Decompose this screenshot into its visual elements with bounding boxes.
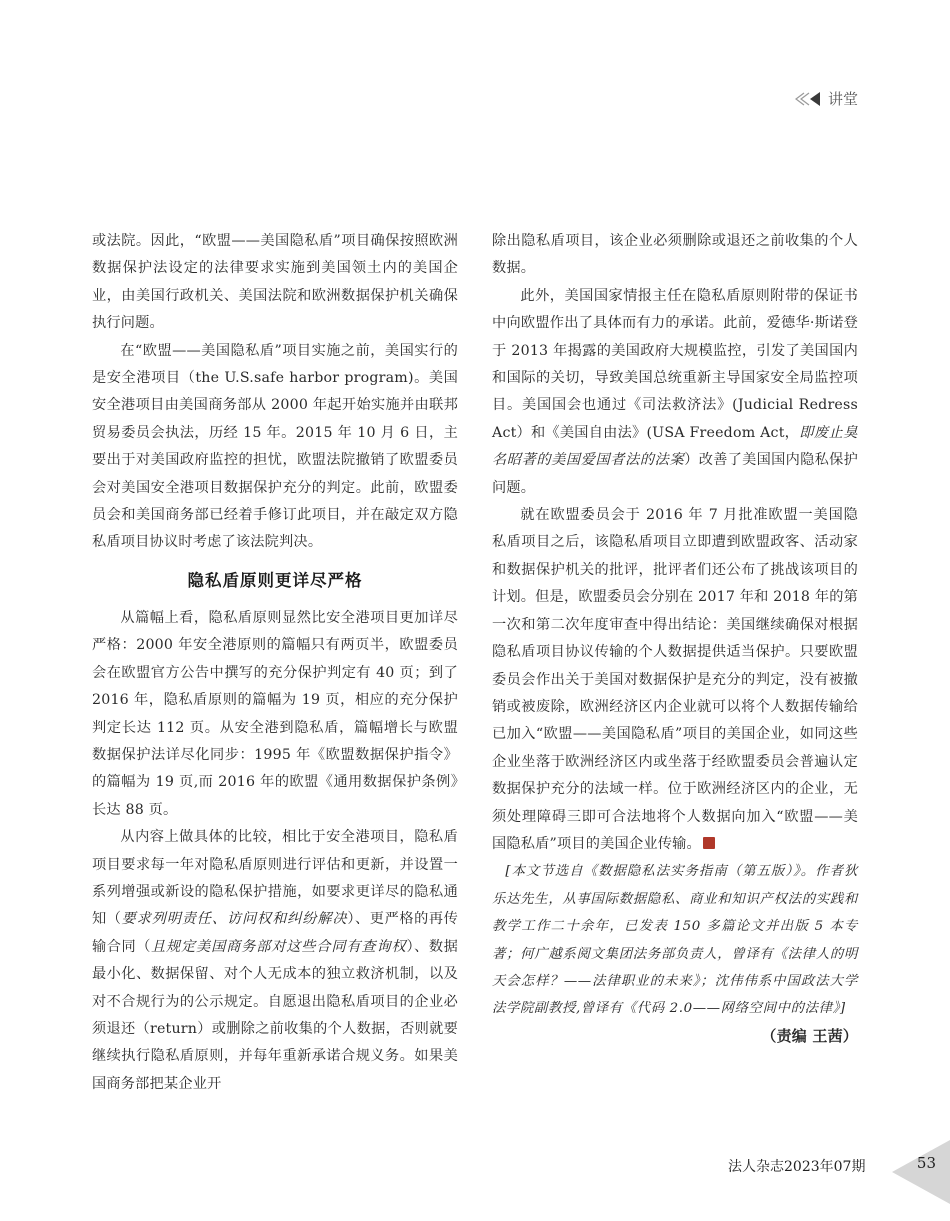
paragraph: 除出隐私盾项目，该企业必须删除或退还之前收集的个人数据。	[492, 233, 858, 277]
section-heading: 隐私盾原则更详尽严格	[187, 570, 363, 590]
journal-issue: 法人杂志2023年07期	[728, 1159, 866, 1175]
section-header	[792, 88, 858, 109]
left-column	[92, 228, 458, 1098]
paragraph: 此外，美国国家情报主任在隐私盾原则附带的保证书中向欧盟作出了具体而有力的承诺。此前，爱德华·斯诺登于 2013 年揭露的美国政府大规模监控，引发了美国国内和国际的关切，导致美国总统重新主导国家安全局监控项目。美国国会也通过《司法救济法》(Judicial Redress Act）和《美国自由法》(USA Freedom Act，即废止臭名昭著的美国爱国者法的法案）改善了美国国内隐私保护问题。	[492, 287, 858, 496]
paragraph: 从篇幅上看，隐私盾原则显然比安全港项目更加详尽严格：2000 年安全港原则的篇幅只有两页半，欧盟委员会在欧盟官方公告中撰写的充分保护判定有 40 页；到了 2016 年，隐私盾原则的篇幅为 19 页，相应的充分保护判定长达 112 页。从安全港到隐私盾，篇幅增长与欧盟数据保护法详尽化同步：1995 年《欧盟数据保护指令》的篇幅为 19 页,而 2016 年的欧盟《通用数据保护条例》长达 88 页。	[92, 609, 458, 818]
emphasis-text: 要求列明责任、访问权和纠纷解决	[121, 911, 348, 928]
section-label: 讲堂	[827, 90, 858, 108]
page-corner-triangle	[892, 1140, 950, 1204]
paragraph: 就在欧盟委员会于 2016 年 7 月批准欧盟一美国隐私盾项目之后，该隐私盾项目立即遭到欧盟政客、活动家和数据保护机关的批评，批评者们还公布了挑战该项目的计划。但是，欧盟委员会分别在 2017 年和 2018 年的第一次和第二次年度审查中得出结论：美国继续确保对根据隐私盾项目协议传输的个人数据提供适当保护。只要欧盟委员会作出关于美国对数据保护是充分的判定，没有被撤销或被废除，欧洲经济区内企业就可以将个人数据传输给已加入“欧盟——美国隐私盾”项目的美国企业，如同这些企业坐落于欧洲经济区内或坐落于经欧盟委员会普遍认定数据保护充分的法域一样。位于欧洲经济区内的企业，无须处理障碍三即可合法地将个人数据向加入“欧盟——美国隐私盾”项目的美国企业传输。	[492, 507, 859, 852]
paragraph: 或法院。因此，“欧盟——美国隐私盾”项目确保按照欧洲数据保护法设定的法律要求实施到美国领土内的美国企业，由美国行政机关、美国法院和欧洲数据保护机关确保执行问题。	[92, 233, 458, 332]
paragraph: 在“欧盟——美国隐私盾”项目实施之前，美国实行的是安全港项目（the U.S.safe harbor program)。美国安全港项目由美国商务部从 2000 年起开始实施并由联邦贸易委员会执法，历经 15 年。2015 年 10 月 6 日，主要出于对美国政府监控的担忧，欧盟法院撤销了欧盟委员会对美国安全港项目数据保护充分的判定。此前，欧盟委员会和美国商务部已经着手修订此项目，并在敲定双方隐私盾项目协议时考虑了该法院判决。	[92, 342, 458, 551]
article-end-icon	[703, 837, 715, 849]
editor-credit: （责编 王茜）	[761, 1026, 858, 1045]
paragraph: 从内容上做具体的比较，相比于安全港项目，隐私盾项目要求每一年对隐私盾原则进行评估和更新，并设置一系列增强或新设的隐私保护措施，如要求更详尽的隐私通知（要求列明责任、访问权和纠纷解决）、更严格的再传输合同（且规定美国商务部对这些合同有查询权）、数据最小化、数据保留、对个人无成本的独立救济机制，以及对不合规行为的公示规定。自愿退出隐私盾项目的企业必须退还（return）或删除之前收集的个人数据，否则就要继续执行隐私盾原则，并每年重新承诺合规义务。如果美国商务部把某企业开	[92, 829, 458, 1092]
right-column	[492, 228, 858, 1050]
emphasis-text: 即废止臭名昭著的美国爱国者法的法案	[492, 424, 858, 469]
back-arrow-icon	[792, 92, 820, 106]
emphasis-text: 且规定美国商务部对这些合同有查询权	[150, 938, 407, 955]
source-note: [本文节选自《数据隐私法实务指南（第五版）》。作者狄乐达先生，从事国际数据隐私、商业和知识产权法的实践和教学工作二十余年，已发表 150 多篇论文并出版 5 本专著；何广越系阅文集团法务部负责人，曾译有《法律人的明天会怎样？——法律职业的未来》；沈伟伟系中国政法大学法学院副教授,曾译有《代码 2.0——网络空间中的法律》]	[492, 864, 858, 1017]
page-number: 53	[916, 1154, 936, 1172]
